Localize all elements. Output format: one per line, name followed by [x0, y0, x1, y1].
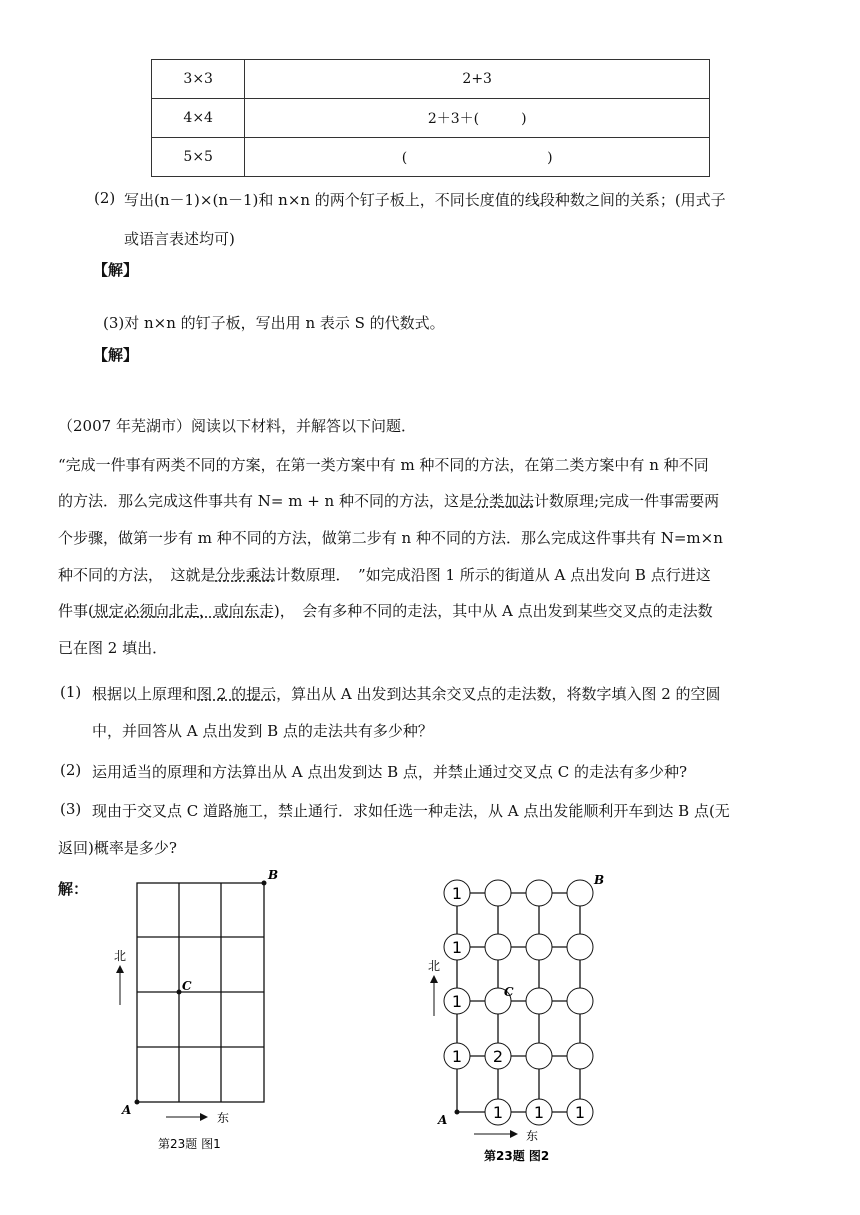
underlined-term: 规定必须向北走，或向东走 [93, 602, 274, 620]
label-b: B [594, 873, 605, 887]
intersection-node [526, 1043, 552, 1069]
question-1-text [92, 683, 721, 704]
table-row [152, 138, 710, 177]
board-cell: 4×4 [152, 99, 245, 138]
count-cell: 2＋3＋( ) [245, 99, 710, 138]
node-count-label: 1 [451, 992, 463, 1011]
problem-text-4 [58, 565, 711, 585]
figure-1-caption: 第23题 图1 [158, 1137, 221, 1151]
table-row [152, 60, 710, 99]
label-c: C [504, 985, 514, 999]
node-count-label: 1 [533, 1103, 545, 1122]
count-cell: 2+3 [245, 60, 710, 99]
q3-text: (3)对 n×n 的钉子板，写出用 n 表示 S 的代数式。 [103, 314, 445, 332]
board-cell: 5×5 [152, 138, 245, 177]
figure-2-caption: 第23题 图2 [484, 1149, 550, 1163]
problem-text-5 [58, 601, 713, 621]
node-count-label: 1 [451, 938, 463, 957]
east-label: 东 [217, 1111, 230, 1125]
problem-text-2 [58, 491, 719, 511]
problem-text-6: 已在图 2 填出． [58, 639, 168, 657]
underlined-term: 分步乘法 [215, 566, 276, 584]
q2-number: (2) [94, 189, 116, 207]
problem-text-3: 个步骤，做第一步有 m 种不同的方法，做第二步有 n 种不同的方法．那么完成这件事共有 N=m×n [58, 529, 723, 547]
question-1-text-cont: 中，并回答从 A 点出发到 B 点的走法共有多少种？ [92, 722, 433, 740]
answer-label: 【解】 [93, 261, 139, 279]
label-c: C [182, 979, 192, 993]
node-circles [444, 880, 593, 1125]
question-number: (1) [60, 683, 82, 701]
node-count-label: 2 [492, 1047, 504, 1066]
point-c-dot [177, 990, 182, 995]
text-span: 的方法．那么完成这件事共有 N= m + n 种不同的方法，这是 [58, 492, 474, 510]
intersection-node [567, 880, 593, 906]
question-3-text: 现由于交叉点 C 道路施工，禁止通行．求如任选一种走法，从 A 点出发能顺利开车到达 B 点(无 [92, 802, 730, 820]
question-3-text-cont: 返回)概率是多少? [58, 839, 177, 857]
intersection-node [567, 988, 593, 1014]
table-row [152, 99, 710, 138]
count-cell: ( ) [245, 138, 710, 177]
problem-text-1: “完成一件事有两类不同的方案，在第一类方案中有 m 种不同的方法，在第二类方案中有 n 种不同 [58, 456, 709, 474]
grid-lines [137, 883, 264, 1102]
q2-text: 写出(n－1)×(n－1)和 n×n 的两个钉子板上，不同长度值的线段种数之间的关系；(用式子 [124, 191, 726, 209]
underlined-term: 图 2 的提示 [197, 685, 277, 703]
text-span: 种不同的方法， 这就是 [58, 566, 216, 584]
east-arrow-icon [166, 1113, 208, 1121]
intersection-node [526, 934, 552, 960]
east-arrow-icon [474, 1130, 518, 1138]
intersection-node [526, 988, 552, 1014]
street-grid-figure-2 [420, 860, 640, 1180]
point-b-dot [262, 881, 267, 886]
street-grid-figure-1 [100, 860, 300, 1160]
north-label: 北 [428, 959, 441, 973]
north-label: 北 [114, 949, 127, 963]
label-a: A [438, 1113, 448, 1127]
underlined-term: 分类加法 [474, 492, 535, 510]
grid-lines [457, 893, 580, 1112]
north-arrow-icon [116, 965, 124, 1005]
q2-text-cont: 或语言表述均可) [124, 230, 235, 248]
segment-table [151, 59, 710, 177]
question-number: (2) [60, 761, 82, 779]
board-cell: 3×3 [152, 60, 245, 99]
label-b: B [268, 868, 279, 882]
solution-label: 解： [58, 880, 89, 898]
problem-source: （2007 年芜湖市）阅读以下材料，并解答以下问题． [58, 417, 416, 435]
node-count-label: 1 [451, 1047, 463, 1066]
question-2-text: 运用适当的原理和方法算出从 A 点出发到达 B 点，并禁止通过交叉点 C 的走法有多少种? [92, 763, 687, 781]
intersection-node [567, 934, 593, 960]
intersection-node [485, 880, 511, 906]
intersection-node [526, 880, 552, 906]
label-a: A [122, 1103, 132, 1117]
question-number: (3) [60, 800, 82, 818]
text-span: )， 会有多种不同的走法，其中从 A 点出发到某些交叉点的走法数 [273, 602, 713, 620]
node-count-label: 1 [451, 884, 463, 903]
intersection-node [567, 1043, 593, 1069]
point-a-dot [135, 1100, 140, 1105]
answer-label-2: 【解】 [93, 346, 139, 364]
text-span: ，算出从 A 出发到达其余交叉点的走法数，将数字填入图 2 的空圆 [276, 685, 721, 703]
point-a-dot [455, 1110, 460, 1115]
intersection-node [485, 934, 511, 960]
text-span: 根据以上原理和 [92, 685, 198, 703]
text-span: 计数原理． ”如完成沿图 1 所示的街道从 A 点出发向 B 点行进这 [275, 566, 711, 584]
north-arrow-icon [430, 975, 438, 1016]
node-count-label: 1 [492, 1103, 504, 1122]
text-span: 件事( [58, 602, 94, 620]
node-count-label: 1 [574, 1103, 586, 1122]
text-span: 计数原理;完成一件事需要两 [534, 492, 720, 510]
east-label: 东 [526, 1129, 539, 1143]
